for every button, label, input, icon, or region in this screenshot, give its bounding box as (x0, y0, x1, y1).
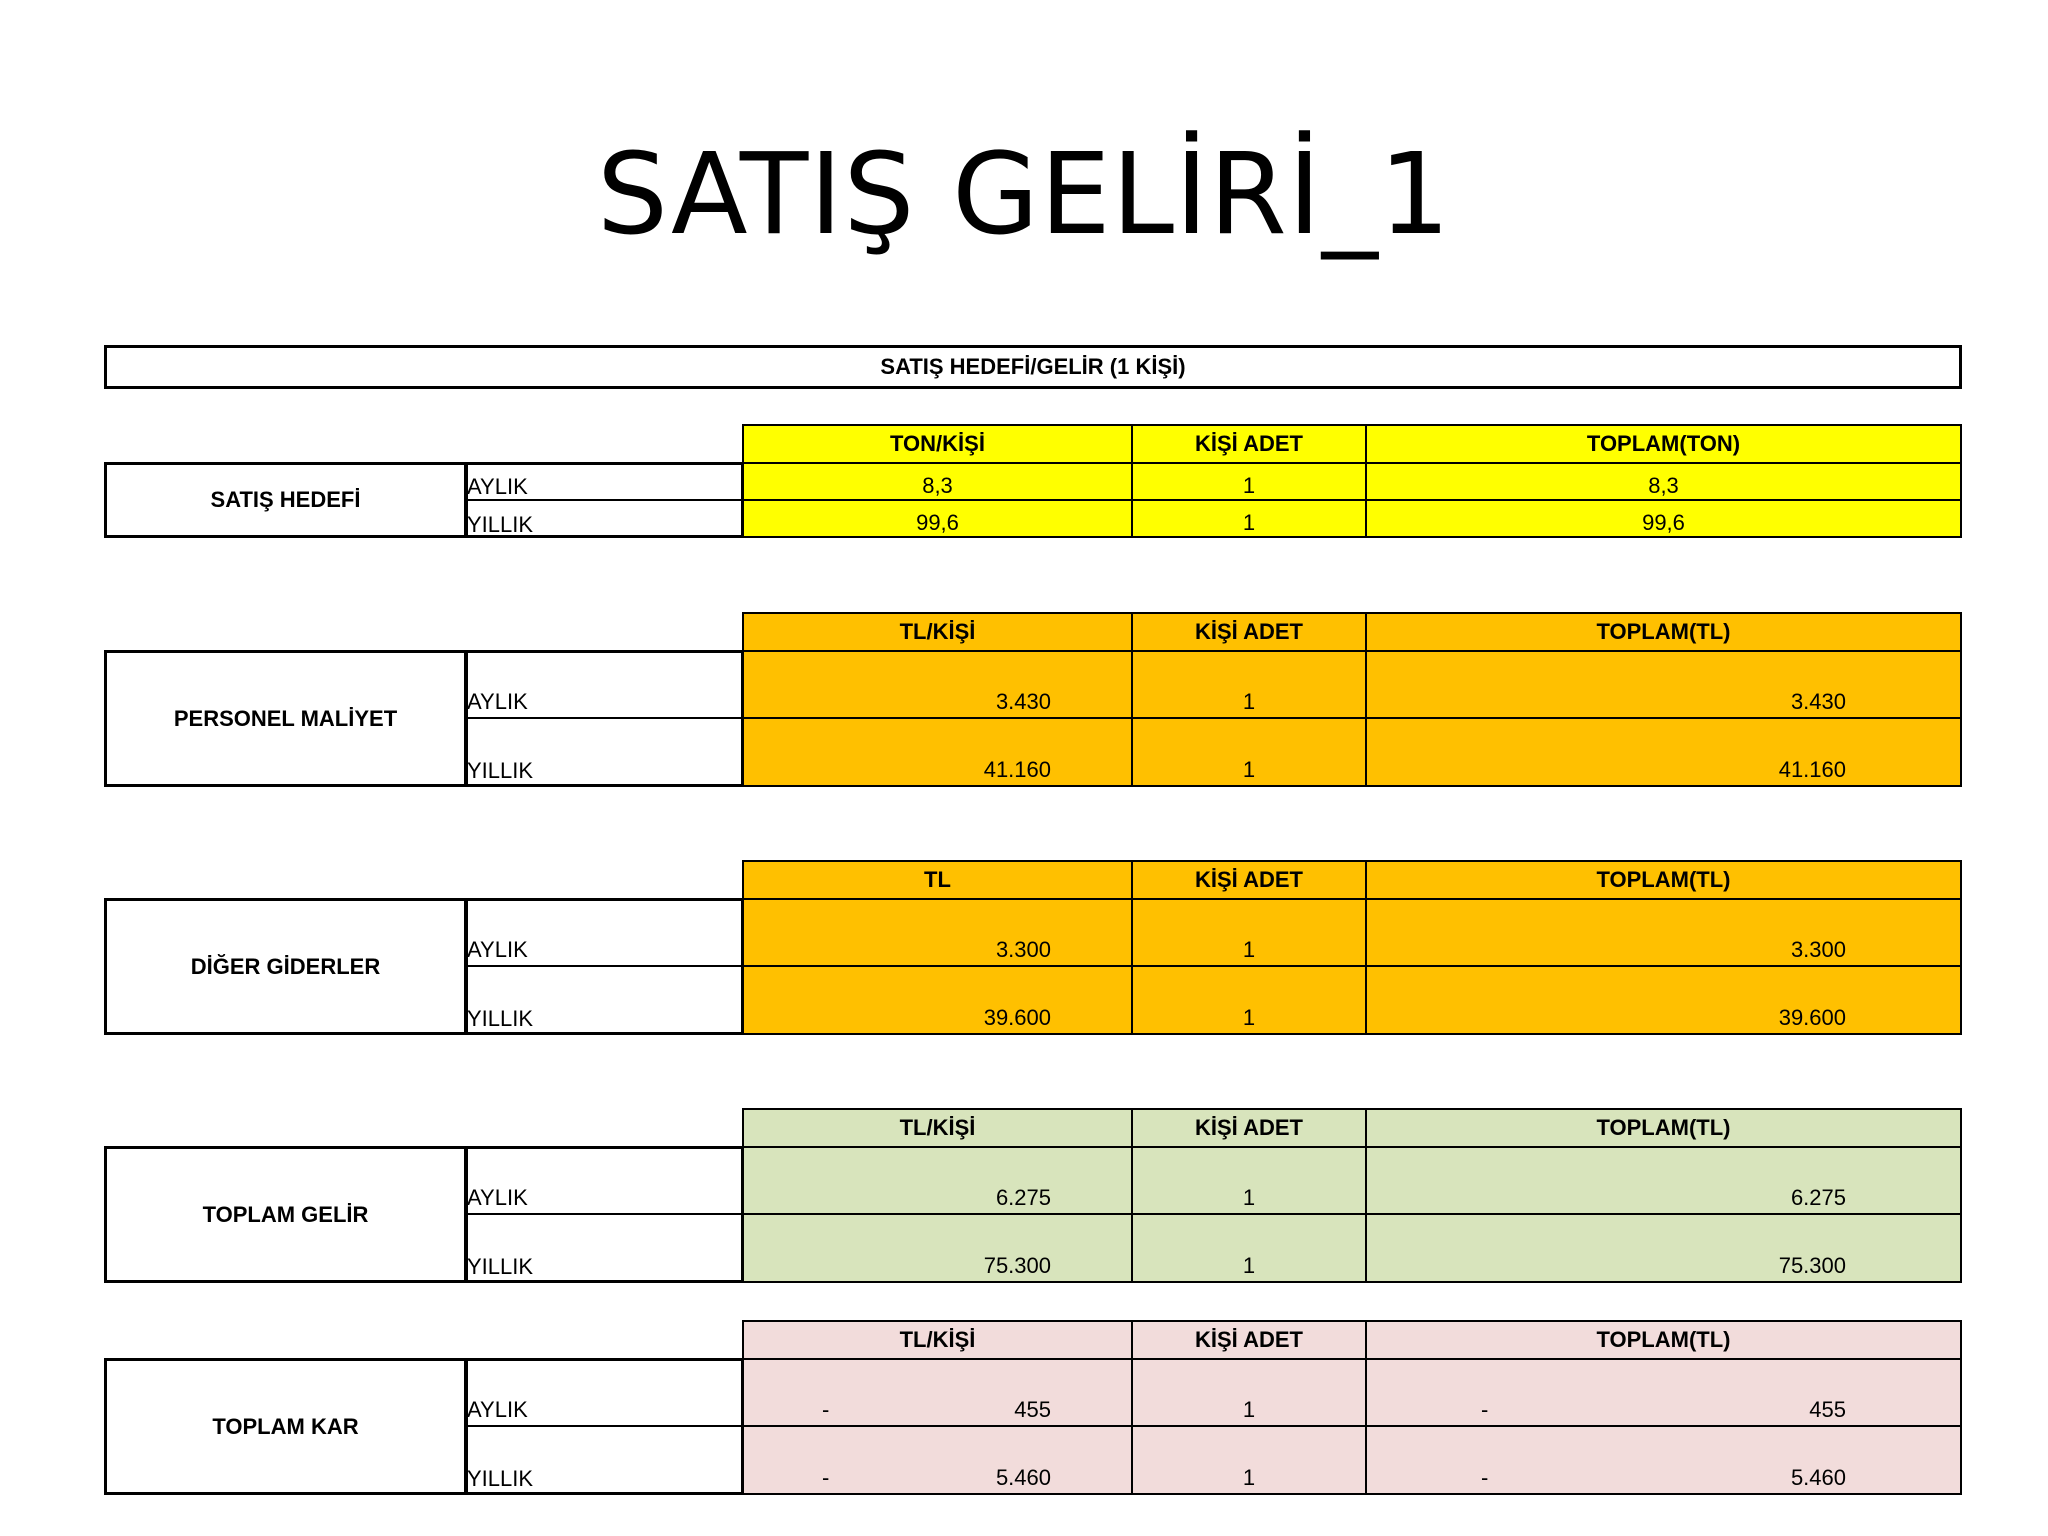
value-cell: 75.300 (1365, 1213, 1962, 1283)
value-cell: 1 (1131, 1213, 1367, 1283)
header-col3: TOPLAM(TL) (1365, 612, 1962, 652)
page-title: SATIŞ GELİRİ_1 (596, 130, 1452, 260)
value-cell: 1 (1131, 1425, 1367, 1495)
value-cell: 99,6 (742, 499, 1133, 538)
value-cell: 3.300 (742, 898, 1133, 967)
period-yearly: YILLIK (467, 758, 534, 783)
header-col1: TL/KİŞİ (742, 612, 1133, 652)
value-cell: 41.160 (1365, 717, 1962, 787)
value-cell: 1 (1131, 499, 1367, 538)
header-col1: TL (742, 860, 1133, 900)
period-yearly: YILLIK (467, 1006, 534, 1031)
period-yearly: YILLIK (467, 512, 534, 537)
value-cell: 75.300 (742, 1213, 1133, 1283)
period-monthly: AYLIK (467, 937, 528, 962)
negative-sign: - (822, 1465, 830, 1490)
value-cell: 99,6 (1365, 499, 1962, 538)
value-cell: 3.430 (1365, 650, 1962, 719)
value-cell: 1 (1131, 717, 1367, 787)
value-cell: 5.460 (1365, 1425, 1962, 1495)
value-cell: 3.430 (742, 650, 1133, 719)
header-col3: TOPLAM(TL) (1365, 1320, 1962, 1360)
header-col1: TL/KİŞİ (742, 1108, 1133, 1148)
header-col2: KİŞİ ADET (1131, 424, 1367, 464)
section-label: TOPLAM KAR (104, 1358, 467, 1495)
header-col2: KİŞİ ADET (1131, 1108, 1367, 1148)
section-label: SATIŞ HEDEFİ (104, 462, 467, 538)
negative-sign: - (1481, 1397, 1489, 1422)
header-col3: TOPLAM(TON) (1365, 424, 1962, 464)
negative-sign: - (822, 1397, 830, 1422)
value-cell: 8,3 (1365, 462, 1962, 501)
section-label: DİĞER GİDERLER (104, 898, 467, 1035)
section-label: PERSONEL MALİYET (104, 650, 467, 787)
value-cell: 455 (742, 1358, 1133, 1427)
header-col2: KİŞİ ADET (1131, 1320, 1367, 1360)
header-col2: KİŞİ ADET (1131, 612, 1367, 652)
value-cell: 6.275 (742, 1146, 1133, 1215)
value-cell: 5.460 (742, 1425, 1133, 1495)
value-cell: 1 (1131, 898, 1367, 967)
header-col2: KİŞİ ADET (1131, 860, 1367, 900)
banner: SATIŞ HEDEFİ/GELİR (1 KİŞİ) (104, 345, 1962, 389)
value-cell: 8,3 (742, 462, 1133, 501)
period-yearly: YILLIK (467, 1466, 534, 1491)
period-yearly: YILLIK (467, 1254, 534, 1279)
header-col1: TL/KİŞİ (742, 1320, 1133, 1360)
value-cell: 39.600 (742, 965, 1133, 1035)
value-cell: 455 (1365, 1358, 1962, 1427)
header-col1: TON/KİŞİ (742, 424, 1133, 464)
period-monthly: AYLIK (467, 1185, 528, 1210)
section-label: TOPLAM GELİR (104, 1146, 467, 1283)
value-cell: 1 (1131, 462, 1367, 501)
value-cell: 3.300 (1365, 898, 1962, 967)
header-col3: TOPLAM(TL) (1365, 1108, 1962, 1148)
period-monthly: AYLIK (467, 1397, 528, 1422)
value-cell: 1 (1131, 1358, 1367, 1427)
value-cell: 39.600 (1365, 965, 1962, 1035)
value-cell: 1 (1131, 1146, 1367, 1215)
value-cell: 6.275 (1365, 1146, 1962, 1215)
period-monthly: AYLIK (467, 474, 528, 499)
value-cell: 1 (1131, 650, 1367, 719)
negative-sign: - (1481, 1465, 1489, 1490)
value-cell: 41.160 (742, 717, 1133, 787)
value-cell: 1 (1131, 965, 1367, 1035)
period-monthly: AYLIK (467, 689, 528, 714)
header-col3: TOPLAM(TL) (1365, 860, 1962, 900)
